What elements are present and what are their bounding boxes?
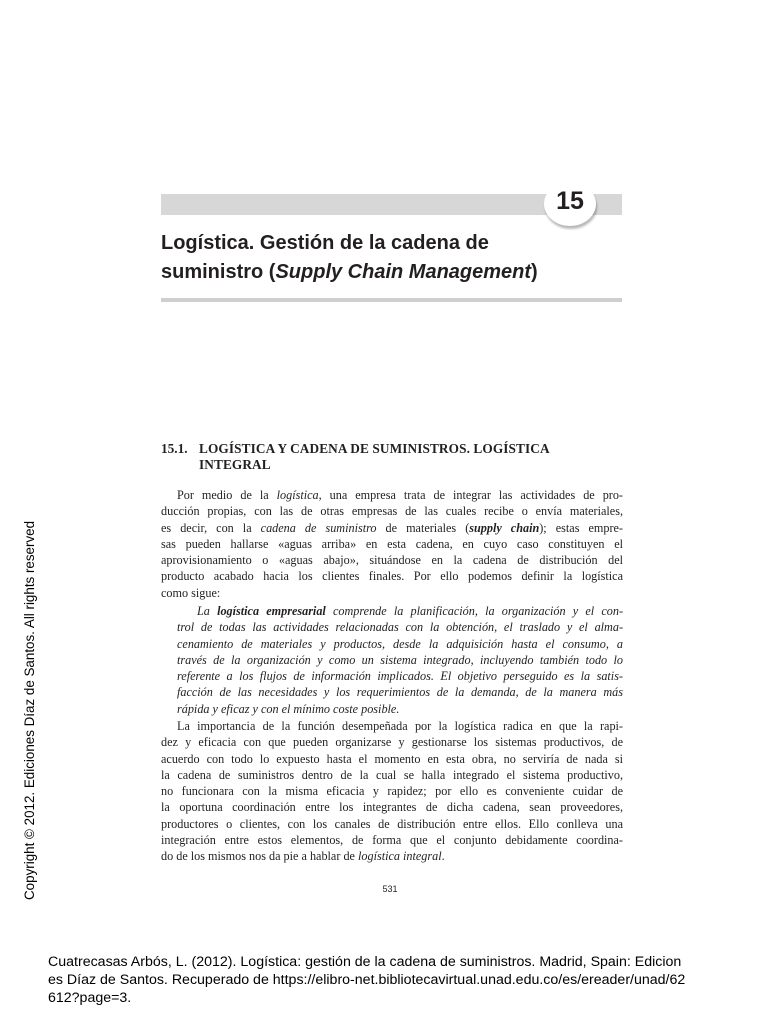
- paragraph-1-line: producto acabado hacia los clientes finales. Por ello podemos definir la logística: [161, 569, 623, 584]
- paragraph-2-line: La importancia de la función desempeñada por la logística radica en que la rapi-: [177, 719, 623, 733]
- chapter-title-prefix: suministro (: [161, 261, 276, 283]
- section-title-line-2: INTEGRAL: [199, 457, 271, 472]
- paragraph-1-line: como sigue:: [161, 585, 221, 600]
- paragraph-2-line: la cadena de suministros dentro de la cual se halla integrado el sistema productivo,: [161, 767, 623, 782]
- quote-line: La logística empresarial comprende la planificación, la organización y el con-: [197, 604, 624, 618]
- paragraph-2: [161, 718, 623, 865]
- copyright-notice: Copyright © 2012. Ediciones Díaz de Santos. All rights reserved: [22, 520, 37, 900]
- quote-line: cenamiento de materiales y productos, desde la adquisición hasta el consumo, a: [177, 636, 623, 651]
- paragraph-2-line: no funcionara con la misma eficacia y rapidez; por ello es conveniente cuidar de: [161, 784, 623, 799]
- paragraph-1-line: sas pueden hallarse «aguas arriba» en esta cadena, en cuyo caso constituyen el: [161, 536, 623, 551]
- chapter-title-rule: [161, 298, 622, 302]
- paragraph-2-line: la oportuna coordinación entre los integrantes de dicha cadena, sean proveedores,: [161, 800, 623, 815]
- paragraph-2-line: integración entre estos elementos, de forma que el conjunto debidamente coordina-: [161, 833, 623, 848]
- chapter-title-italic: Supply Chain Management: [275, 261, 532, 283]
- paragraph-2-line: do de los mismos nos da pie a hablar de logística integral.: [161, 849, 445, 864]
- citation: [48, 953, 748, 1007]
- citation-line-1: Cuatrecasas Arbós, L. (2012). Logística: gestión de la cadena de suministros. Madrid, Spain: Edicion: [48, 954, 682, 970]
- chapter-number: 15: [556, 187, 584, 215]
- paragraph-2-line: dez y eficacia con que pueden organizarse y gestionarse los sistemas productivos, de: [161, 735, 623, 750]
- paragraph-1: [161, 487, 623, 601]
- section-title-line-1: LOGÍSTICA Y CADENA DE SUMINISTROS. LOGÍSTICA: [199, 441, 550, 456]
- quote-line: facción de las necesidades y los requerimientos de la demanda, de la manera más: [177, 685, 623, 700]
- paragraph-2-line: productores o clientes, con los canales de distribución entre ellos. Ello conlleva una: [161, 816, 623, 831]
- section-title: [199, 441, 631, 473]
- chapter-title-line-2: [161, 258, 631, 287]
- chapter-title-suffix: ): [531, 261, 538, 283]
- paragraph-1-line: es decir, con la cadena de suministro de materiales (supply chain); estas empre-: [161, 520, 623, 535]
- paragraph-2-line: acuerdo con todo lo expuesto hasta el momento en esta obra, no serviría de nada si: [161, 751, 623, 766]
- chapter-title-line-1: Logística. Gestión de la cadena de: [161, 232, 489, 254]
- citation-line-2: es Díaz de Santos. Recuperado de https://elibro-net.bibliotecavirtual.unad.edu.co/es/ereader/unad/62: [48, 972, 686, 988]
- quote-line: través de la organización y como un sistema integrado, incluyendo también todo lo: [177, 652, 623, 667]
- chapter-title: [161, 229, 631, 287]
- citation-line-3: 612?page=3.: [48, 990, 132, 1006]
- quote-line: rápida y eficaz y con el mínimo coste posible.: [177, 701, 400, 716]
- definition-quote: [177, 603, 623, 717]
- quote-line: trol de todas las actividades relacionadas con la obtención, el traslado y el alma-: [177, 620, 623, 635]
- section-number: 15.1.: [161, 441, 188, 456]
- paragraph-1-line: aprovisionamiento o «aguas abajo», situándose en la cadena de distribución del: [161, 553, 623, 568]
- paragraph-1-line: ducción propias, con las de otras empresas de las cuales recibe o envía materiales,: [161, 504, 623, 519]
- paragraph-1-line: Por medio de la logística, una empresa trata de integrar las actividades de pro-: [177, 488, 623, 502]
- page-number: 531: [382, 884, 398, 894]
- quote-line: referente a los flujos de información implicados. El objetivo perseguido es la satis-: [177, 669, 623, 684]
